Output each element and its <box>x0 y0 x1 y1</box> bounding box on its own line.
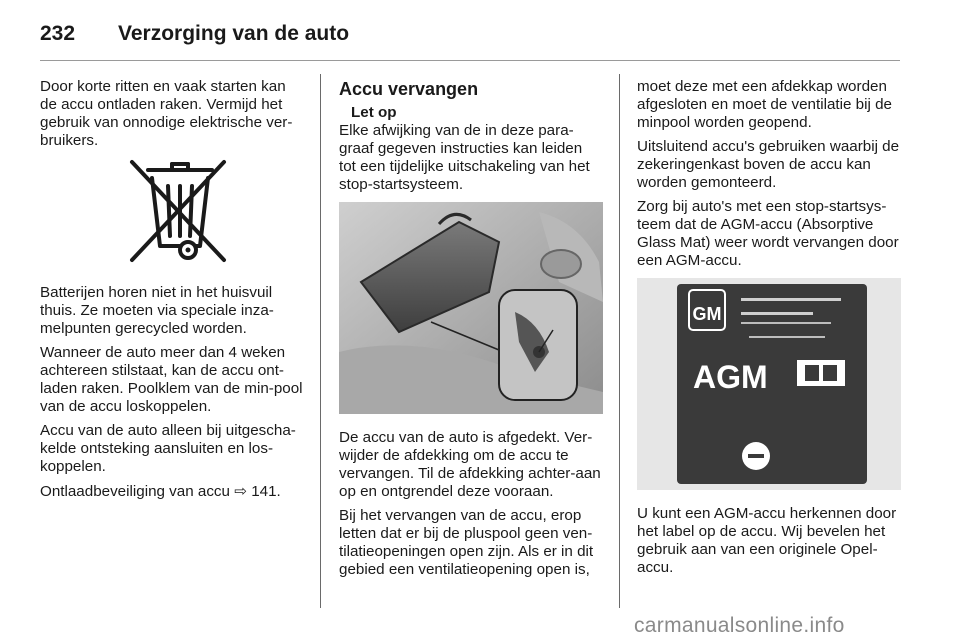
column-3 <box>637 78 901 583</box>
header-divider <box>40 60 900 61</box>
crossed-out-bin-icon <box>120 156 240 276</box>
column-2 <box>339 78 603 585</box>
paragraph: U kunt een AGM-accu herkennen door het label op de accu. Wij bevelen het gebruik aan van een originele Opel-accu. <box>637 505 897 576</box>
battery-cover-photo <box>339 202 603 419</box>
paragraph: Batterijen horen niet in het huisvuil thuis. Ze moeten via speciale inza-melpunten gerecycled worden. <box>40 284 274 337</box>
gm-logo-text: GM <box>692 304 722 324</box>
page-number: 232 <box>40 22 76 45</box>
note-title: Let op <box>351 104 397 121</box>
paragraph: Bij het vervangen van de accu, erop letten dat er bij de pluspool geen ven-tilatieopeningen open zijn. Als er in dit gebied een ventilatieopening open is, <box>339 507 594 578</box>
note-text: Elke afwijking van de in deze para-graaf gegeven instructies kan leiden tot een tijdelijke uitschakeling van het stop-startsysteem. <box>339 122 590 193</box>
reference-page[interactable]: 141. <box>251 483 281 500</box>
agm-label-text: AGM <box>693 359 768 395</box>
page-header <box>40 14 349 54</box>
page-arrow-icon: ⇨ <box>234 482 247 500</box>
paragraph: Zorg bij auto's met een stop-startsys-teem dat de AGM-accu (Absorptive Glass Mat) weer wordt vervangen door een AGM-accu. <box>637 198 899 269</box>
section-title: Accu vervangen <box>339 79 479 99</box>
paragraph: Wanneer de auto meer dan 4 weken achtereen stilstaat, kan de accu ont-laden raken. Poolklem van de min-pool van de accu loskoppelen. <box>40 344 303 415</box>
paragraph: Accu van de auto alleen bij uitgescha-kelde ontsteking aansluiten en los-koppelen. <box>40 422 296 475</box>
paragraph: moet deze met een afdekkap worden afgesloten en moet de ventilatie bij de minpool worden geopend. <box>637 78 892 131</box>
column-1 <box>40 78 306 507</box>
reference-text: Ontlaadbeveiliging van accu <box>40 483 230 500</box>
chapter-title: Verzorging van de auto <box>118 22 350 45</box>
paragraph: Uitsluitend accu's gebruiken waarbij de zekeringenkast boven de accu kan worden gemonteerd. <box>637 138 900 191</box>
column-divider <box>320 74 321 608</box>
watermark: carmanualsonline.info <box>634 614 845 637</box>
agm-label-photo <box>637 278 901 495</box>
paragraph: Door korte ritten en vaak starten kan de accu ontladen raken. Vermijd het gebruik van onnodige elektrische ver-bruikers. <box>40 78 293 149</box>
column-divider <box>619 74 620 608</box>
paragraph: De accu van de auto is afgedekt. Ver-wijder de afdekking om de accu te vervangen. Til de afdekking achter-aan op en ontgrendel deze vooraan. <box>339 429 601 500</box>
cross-reference <box>40 482 306 501</box>
